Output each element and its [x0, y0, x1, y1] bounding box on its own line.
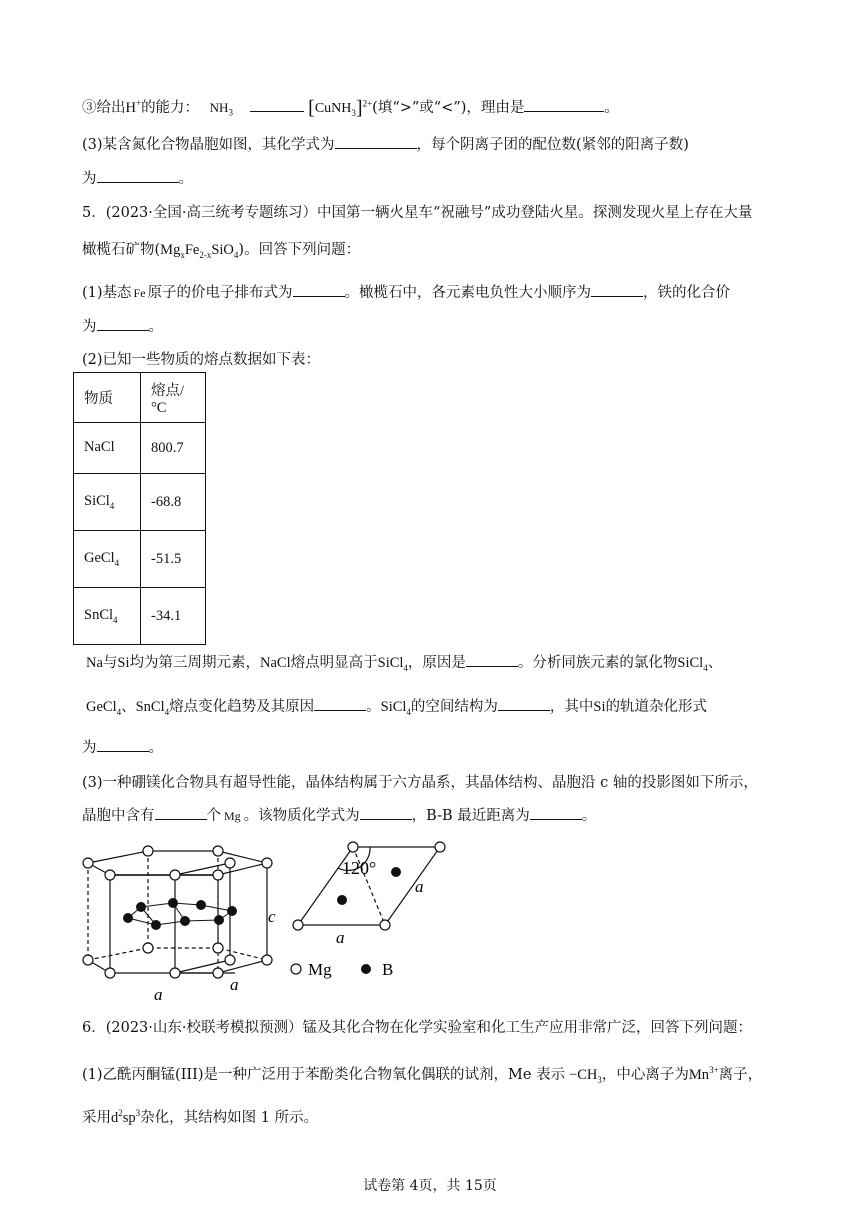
question-heading [82, 203, 752, 223]
table-cell: -68.8 [141, 474, 206, 531]
text: ，铁的化合价 [643, 285, 731, 301]
question-heading [82, 1018, 752, 1038]
answer-blank[interactable] [314, 696, 366, 711]
formula-nacl: NaCl [260, 655, 291, 671]
text: 晶胞中含有 [82, 808, 155, 824]
text: 为 [82, 740, 97, 756]
label-a: a [230, 975, 239, 994]
formula-ch3: $-CH_3$ [569, 1066, 602, 1085]
legend-b-label: B [382, 960, 394, 979]
formula-d2sp3: $d^2sp^3$ [111, 1108, 141, 1126]
formula-olivine: $Mg_xFe_{2-x}SiO_4$ [160, 242, 239, 260]
table-cell: NaCl [74, 423, 141, 474]
angle-label: 120° [342, 858, 377, 878]
text: 离子， [718, 1066, 763, 1083]
question-line [82, 240, 360, 265]
answer-blank[interactable] [360, 805, 412, 820]
formula-na: Na [86, 655, 103, 671]
legend-mg-symbol [291, 964, 301, 974]
table-cell: GeCl$_4$ [74, 531, 141, 588]
text: 5．(2023·全国·高三统考专题练习）中国第一辆火星车“祝融号”成功登陆火星。探测发现火星上存在大量 [82, 205, 753, 221]
question-line [82, 316, 163, 337]
text: 。分析同族元素的氯化物 [517, 655, 678, 671]
text: 橄榄石矿物( [82, 242, 161, 258]
table-cell: SnCl$_4$ [74, 588, 141, 645]
answer-blank[interactable] [591, 282, 643, 297]
question-line [82, 805, 596, 826]
text: 的空间结构为 [410, 699, 498, 715]
question-line [82, 1103, 318, 1128]
crystal-structure-figure [70, 834, 470, 1004]
mg-atoms [83, 846, 272, 978]
text: 。橄榄石中，各元素电负性大小顺序为 [344, 285, 592, 301]
text: 均为第三周期元素， [129, 655, 261, 671]
formula-fe: Fe [133, 286, 146, 300]
text: ，中心离子为 [601, 1066, 689, 1083]
formula-si: Si [593, 699, 606, 715]
question-line [82, 773, 758, 793]
question-line [82, 93, 619, 123]
text: 采用 [82, 1109, 111, 1126]
answer-blank[interactable] [97, 168, 179, 183]
answer-blank[interactable] [335, 134, 417, 149]
text: (2)已知一些物质的熔点数据如下表： [82, 352, 321, 368]
question-line [82, 282, 730, 303]
text: ，B-B 最近距离为 [411, 808, 530, 824]
text: 的能力： [141, 99, 200, 116]
text: 熔点明显高于 [290, 655, 378, 671]
label-a: a [154, 985, 163, 1004]
page-footer: 试卷第 4页，共 15页 [363, 1178, 497, 1194]
text: (1)乙酰丙酮锰(III)是一种广泛用于苯酚类化合物氧化偶联的试剂，Me 表示 [82, 1066, 566, 1083]
formula-complex: [CuNH$_3$]$^{2+}$ [308, 96, 373, 119]
text: 为 [82, 171, 97, 187]
answer-blank[interactable] [466, 652, 518, 667]
question-line [82, 737, 163, 758]
label-c: c [268, 907, 276, 926]
text: 的轨道杂化形式 [605, 699, 708, 715]
text: 、 [707, 655, 723, 671]
table-row [74, 531, 206, 588]
table-cell: SiCl$_4$ [74, 474, 141, 531]
formula-sncl4: SnCl$_4$ [135, 699, 170, 717]
answer-blank[interactable] [97, 737, 149, 752]
text: 个 [206, 808, 221, 824]
text: 原子的价电子排布式为 [147, 285, 293, 301]
text: 杂化，其结构如图 1 所示。 [140, 1109, 319, 1126]
text: 与 [102, 655, 118, 671]
formula-mg: Mg [224, 809, 241, 823]
table-header: 物质 [74, 373, 141, 423]
table-cell: 800.7 [141, 423, 206, 474]
text: ，原因是 [407, 655, 466, 671]
text: 。 [366, 699, 381, 715]
formula-sicl4: SiCl$_4$ [380, 699, 411, 717]
hexagonal-prism [88, 851, 267, 973]
text: ，每个阴离子团的配位数(紧邻的阳离子数) [416, 137, 689, 153]
melting-point-table [73, 372, 206, 645]
answer-blank[interactable] [155, 805, 207, 820]
formula-sicl4: SiCl$_4$ [677, 655, 708, 673]
text: 。 [148, 319, 163, 335]
legend-mg-label: Mg [308, 960, 332, 979]
text: (3)一种硼镁化合物具有超导性能，晶体结构属于六方晶系，其晶体结构、晶胞沿 c 轴的投影图如下所示， [82, 775, 758, 791]
label-a: a [336, 928, 345, 947]
text: 为 [82, 319, 97, 335]
text: 。 [581, 808, 597, 824]
formula-si: Si [117, 655, 130, 671]
question-line [82, 134, 689, 155]
text: (填“>”或“<”)，理由是 [372, 99, 525, 116]
table-header: 熔点/°C [141, 373, 206, 423]
answer-blank[interactable] [530, 805, 582, 820]
text: 6．(2023·山东·校联考模拟预测）锰及其化合物在化学实验室和化工生产应用非常广泛，回答下列问题： [82, 1020, 752, 1036]
question-line [82, 168, 193, 189]
formula-mn3: $Mn^{3+}$ [688, 1065, 719, 1083]
answer-blank[interactable] [524, 97, 604, 112]
answer-blank[interactable] [498, 696, 550, 711]
text: (3)某含氮化合物晶胞如图，其化学式为 [82, 137, 335, 153]
question-line [82, 350, 320, 370]
formula-sicl4: SiCl$_4$ [377, 655, 408, 673]
answer-blank[interactable] [97, 316, 149, 331]
text: (1)基态 [82, 285, 132, 301]
question-line [86, 696, 707, 722]
table-header-row [74, 373, 206, 423]
question-line [82, 1060, 762, 1090]
table-cell: -34.1 [141, 588, 206, 645]
legend-b-symbol [361, 964, 371, 974]
table-row [74, 588, 206, 645]
answer-blank[interactable] [250, 97, 304, 112]
text: 。 [178, 171, 193, 187]
question-line [86, 652, 722, 678]
text: 。该物质化学式为 [243, 808, 360, 824]
formula-gecl4: GeCl$_4$ [86, 699, 122, 717]
answer-blank[interactable] [293, 282, 345, 297]
text: ，其中 [549, 699, 594, 715]
table-row [74, 474, 206, 531]
table-cell: -51.5 [141, 531, 206, 588]
text: ③给出 [82, 99, 126, 116]
label-a: a [415, 877, 424, 896]
text: 熔点变化趋势及其原因 [169, 699, 315, 715]
formula-h: H+ [125, 98, 142, 116]
text: 、 [121, 699, 136, 715]
formula-nh3: $NH_3$ [209, 99, 233, 118]
table-row [74, 423, 206, 474]
text: 。 [604, 99, 619, 116]
text: )。回答下列问题： [238, 242, 361, 258]
text: 。 [148, 740, 163, 756]
